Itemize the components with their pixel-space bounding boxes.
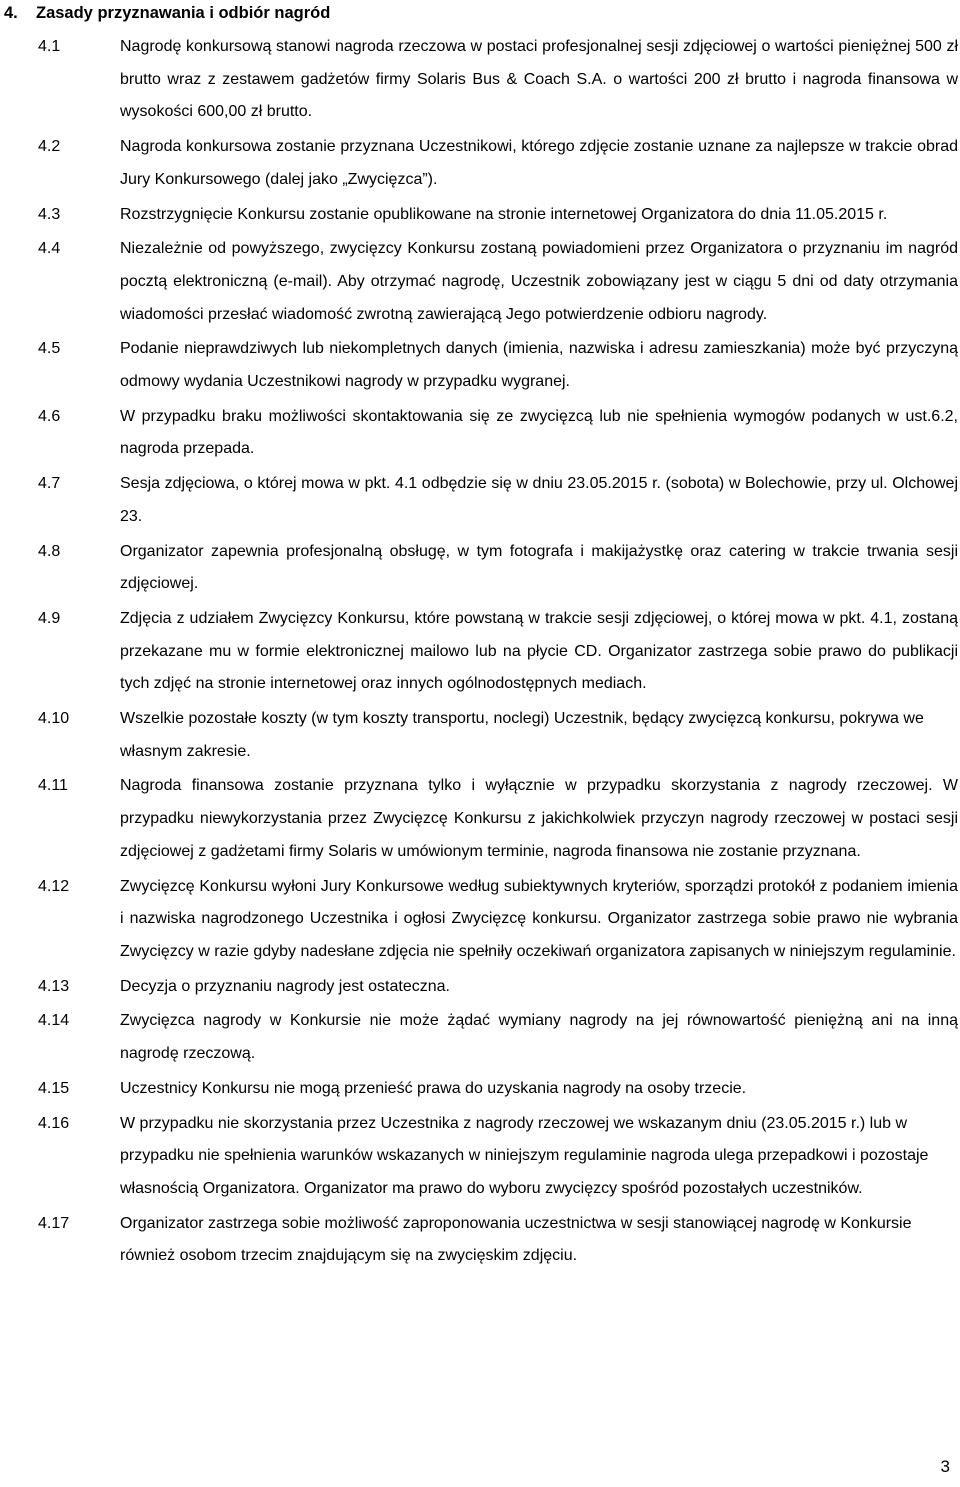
- clause-text: Decyzja o przyznaniu nagrody jest ostateczna.: [120, 977, 450, 995]
- clause-number: 4.15: [38, 1079, 70, 1097]
- clause-number: 4.17: [38, 1214, 70, 1232]
- clause-list: [38, 31, 958, 1275]
- clause-text: W przypadku braku możliwości skontaktowania się ze zwycięzcą lub nie spełnienia wymogów podanych w ust.6.2, nagroda przepada.: [120, 407, 958, 458]
- clause-item: [38, 233, 958, 331]
- clause-number: 4.8: [38, 542, 61, 560]
- clause-number: 4.9: [38, 609, 61, 627]
- clause-item: [38, 703, 958, 768]
- clause-item: [38, 31, 958, 129]
- clause-item: [38, 871, 958, 969]
- clause-item: [38, 971, 958, 1004]
- section-title: Zasady przyznawania i odbiór nagród: [36, 4, 331, 22]
- clause-text: Organizator zapewnia profesjonalną obsługę, w tym fotografa i makijażystkę oraz catering w trakcie trwania sesji zdjęciowej.: [120, 542, 958, 593]
- clause-number: 4.7: [38, 475, 61, 493]
- clause-item: [38, 401, 958, 466]
- clause-number: 4.3: [38, 205, 61, 223]
- clause-item: [38, 1005, 958, 1070]
- clause-text: Podanie nieprawdziwych lub niekompletnych danych (imienia, nazwiska i adresu zamieszkania) może być przyczyną odmowy wydania Uczestnikowi nagrody w przypadku wygranej.: [120, 340, 958, 391]
- clause-item: [38, 1073, 958, 1106]
- clause-text: Zwycięzca nagrody w Konkursie nie może żądać wymiany nagrody na jej równowartość pieniężną ani na inną nagrodę rzeczową.: [120, 1012, 958, 1063]
- clause-item: [38, 199, 958, 232]
- clause-text: Nagrodę konkursową stanowi nagroda rzeczowa w postaci profesjonalnej sesji zdjęciowej o wartości pieniężnej 500 zł brutto wraz z zestawem gadżetów firmy Solaris Bus & Coach S.A. o wartości 200 zł brutto i nagroda finansowa w wysokości 600,00 zł brutto.: [120, 38, 958, 121]
- clause-number: 4.6: [38, 407, 61, 425]
- clause-number: 4.13: [38, 977, 70, 995]
- clause-item: [38, 1208, 958, 1273]
- clause-text: Rozstrzygnięcie Konkursu zostanie opublikowane na stronie internetowej Organizatora do dnia 11.05.2015 r.: [120, 205, 888, 223]
- section-heading: [4, 1, 330, 25]
- page-number: 3: [940, 1457, 950, 1476]
- clause-text: Sesja zdjęciowa, o której mowa w pkt. 4.1 odbędzie się w dniu 23.05.2015 r. (sobota) w Bolechowie, przy ul. Olchowej 23.: [120, 475, 958, 525]
- clause-number: 4.16: [38, 1114, 70, 1132]
- clause-text: Zdjęcia z udziałem Zwycięzcy Konkursu, które powstaną w trakcie sesji zdjęciowej, o której mowa w pkt. 4.1, zostaną przekazane mu w formie elektronicznej mailowo lub na płycie CD. Organizator zastrzega sobie prawo do publikacji tych zdjęć na stronie internetowej oraz innych ogólnodostępnych mediach.: [120, 609, 958, 693]
- clause-item: [38, 131, 958, 196]
- clause-number: 4.4: [38, 240, 61, 258]
- clause-text: Wszelkie pozostałe koszty (w tym koszty transportu, noclegi) Uczestnik, będący zwycięzcą konkursu, pokrywa we własnym zakresie.: [120, 710, 924, 760]
- clause-item: [38, 603, 958, 701]
- clause-number: 4.14: [38, 1012, 70, 1030]
- clause-number: 4.5: [38, 340, 61, 358]
- clause-text: Nagroda finansowa zostanie przyznana tylko i wyłącznie w przypadku skorzystania z nagrody rzeczowej. W przypadku niewykorzystania przez Zwycięzcę Konkursu z jakichkolwiek przyczyn nagrody rzeczowej w postaci sesji zdjęciowej z gadżetami firmy Solaris w umówionym terminie, nagroda finansowa nie zostanie przyznana.: [120, 777, 958, 860]
- clause-item: [38, 1108, 958, 1206]
- clause-text: Zwycięzcę Konkursu wyłoni Jury Konkursowe według subiektywnych kryteriów, sporządzi protokół z podaniem imienia i nazwiska nagrodzonego Uczestnika i ogłosi Zwycięzcę konkursu. Organizator zastrzega sobie prawo nie wybrania Zwycięzcy w razie gdyby nadesłane zdjęcia nie spełniły oczekiwań organizatora zapisanych w niniejszym regulaminie.: [120, 877, 958, 960]
- clause-number: 4.12: [38, 877, 70, 895]
- clause-number: 4.1: [38, 38, 61, 55]
- clause-item: [38, 333, 958, 398]
- clause-text: Niezależnie od powyższego, zwycięzcy Konkursu zostaną powiadomieni przez Organizatora o przyznaniu im nagród pocztą elektroniczną (e-mail). Aby otrzymać nagrodę, Uczestnik zobowiązany jest w ciągu 5 dni od daty otrzymania wiadomości przesłać wiadomość zwrotną zawierającą Jego potwierdzenie odbioru nagrody.: [120, 240, 958, 323]
- clause-number: 4.10: [38, 710, 70, 728]
- clause-text: Organizator zastrzega sobie możliwość zaproponowania uczestnictwa w sesji stanowiącej nagrodę w Konkursie również osobom trzecim znajdującym się na zwycięskim zdjęciu.: [120, 1214, 912, 1265]
- clause-item: [38, 468, 958, 533]
- clause-text: W przypadku nie skorzystania przez Uczestnika z nagrody rzeczowej we wskazanym dniu (23.05.2015 r.) lub w przypadku nie spełnienia warunków wskazanych w niniejszym regulaminie nagroda ulega przepadkowi i pozostaje własnością Organizatora. Organizator ma prawo do wyboru zwycięzcy spośród pozostałych uczestników.: [120, 1114, 929, 1197]
- clause-item: [38, 770, 958, 868]
- clause-number: 4.11: [38, 777, 68, 795]
- clause-text: Nagroda konkursowa zostanie przyznana Uczestnikowi, którego zdjęcie zostanie uznane za najlepsze w trakcie obrad Jury Konkursowego (dalej jako „Zwycięzca”).: [120, 138, 958, 188]
- clause-number: 4.2: [38, 138, 61, 156]
- clause-item: [38, 536, 958, 601]
- section-number: 4.: [4, 4, 18, 22]
- clause-text: Uczestnicy Konkursu nie mogą przenieść prawa do uzyskania nagrody na osoby trzecie.: [120, 1079, 747, 1097]
